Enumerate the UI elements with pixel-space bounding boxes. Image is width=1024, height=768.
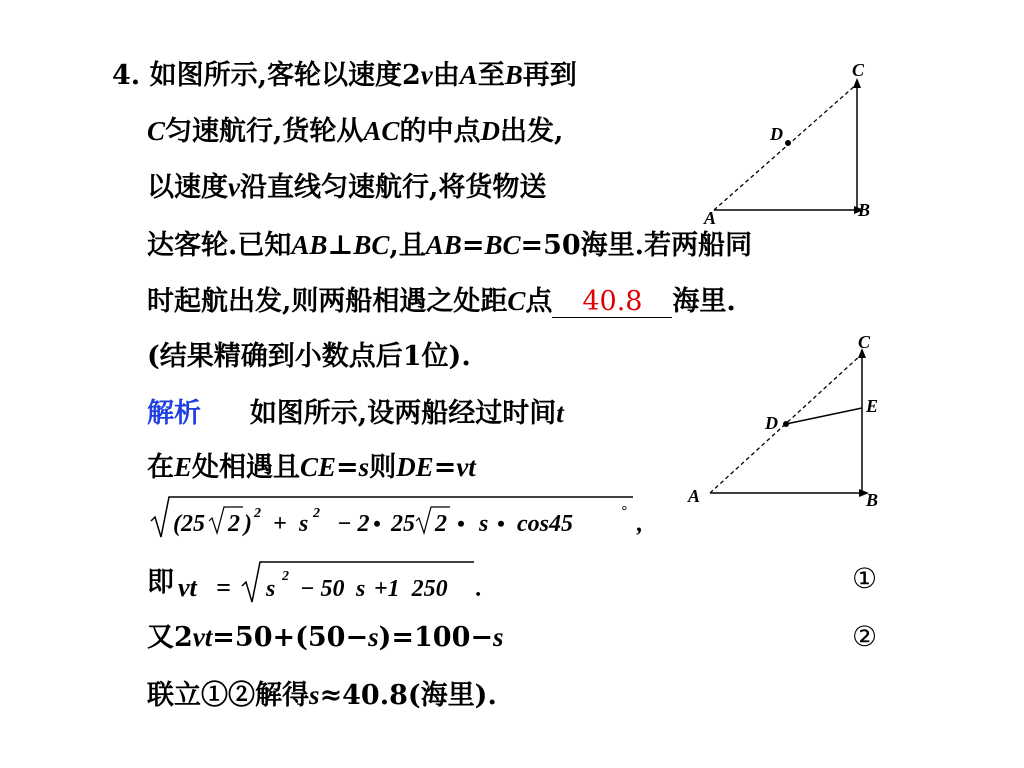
solution-label: 解析 — [147, 398, 201, 429]
segment-de — [786, 408, 862, 424]
svg-text:vt: vt — [178, 573, 197, 602]
problem-line-2: C匀速航行,货轮从AC的中点D出发, — [147, 116, 564, 147]
svg-text:D: D — [765, 413, 778, 433]
svg-text:E: E — [866, 396, 879, 416]
problem-line-6: (结果精确到小数点后1位). — [147, 341, 471, 372]
svg-text:s: s — [356, 576, 366, 602]
problem-number: 4. — [112, 60, 141, 91]
problem-line-3: 以速度v沿直线匀速航行,将货物送 — [147, 172, 547, 203]
svg-text:s: s — [299, 511, 309, 537]
svg-text:2: 2 — [282, 569, 289, 584]
problem-line-1: 4. 如图所示,客轮以速度2v由A至B再到 — [112, 60, 577, 91]
svg-text:cos45: cos45 — [517, 511, 573, 537]
svg-text:− 50: − 50 — [300, 576, 345, 602]
segment-ac — [714, 84, 857, 210]
svg-text:•: • — [373, 511, 381, 536]
solution-line-4: 联立①②解得s≈40.8(海里). — [147, 680, 497, 711]
solution-line-eq2-prefix: 即 — [147, 567, 174, 598]
svg-text:,: , — [637, 511, 643, 537]
svg-text:2: 2 — [254, 506, 261, 521]
svg-text:B: B — [858, 200, 871, 220]
svg-text:=: = — [216, 573, 231, 602]
svg-text:2: 2 — [228, 511, 240, 537]
svg-text:2: 2 — [435, 511, 447, 537]
svg-text:•: • — [457, 511, 465, 536]
solution-line-2: 在E处相遇且CE=s则DE=vt — [147, 452, 476, 483]
svg-text:A: A — [704, 208, 717, 228]
svg-text:.: . — [476, 576, 482, 602]
svg-text:25: 25 — [391, 511, 415, 537]
svg-text:s: s — [266, 576, 276, 602]
svg-text:D: D — [770, 124, 783, 144]
svg-text:•: • — [497, 511, 505, 536]
svg-text:C: C — [852, 60, 865, 80]
svg-text:C: C — [858, 332, 871, 352]
solution-line-3: 又2vt=50+(50−s)=100−s — [147, 622, 504, 653]
point-d — [783, 421, 789, 427]
svg-text:A: A — [688, 486, 701, 506]
equation-marker-1: ① — [852, 562, 878, 595]
equation-2 — [178, 558, 518, 608]
svg-text:− 2: − 2 — [337, 511, 370, 537]
problem-line-5: 时起航出发,则两船相遇之处距C点 40.8 海里. — [147, 286, 736, 317]
problem-line-4: 达客轮.已知AB⊥BC,且AB=BC=50海里.若两船同 — [147, 230, 753, 261]
figure-top — [700, 56, 900, 236]
equation-1 — [145, 493, 645, 543]
svg-text:(25: (25 — [173, 511, 205, 537]
svg-text:+: + — [273, 511, 287, 537]
svg-text:2: 2 — [313, 506, 320, 521]
svg-text:s: s — [479, 511, 489, 537]
figure-bottom — [680, 330, 880, 510]
point-d — [785, 140, 791, 146]
svg-text:B: B — [866, 490, 879, 510]
svg-text:): ) — [244, 511, 252, 537]
svg-text:+1 250: +1 250 — [374, 576, 448, 602]
answer-blank: 40.8 — [552, 287, 672, 318]
svg-text:°: ° — [621, 504, 627, 519]
equation-marker-2: ② — [852, 620, 878, 653]
solution-line-1: 解析 如图所示,设两船经过时间t — [147, 398, 564, 429]
